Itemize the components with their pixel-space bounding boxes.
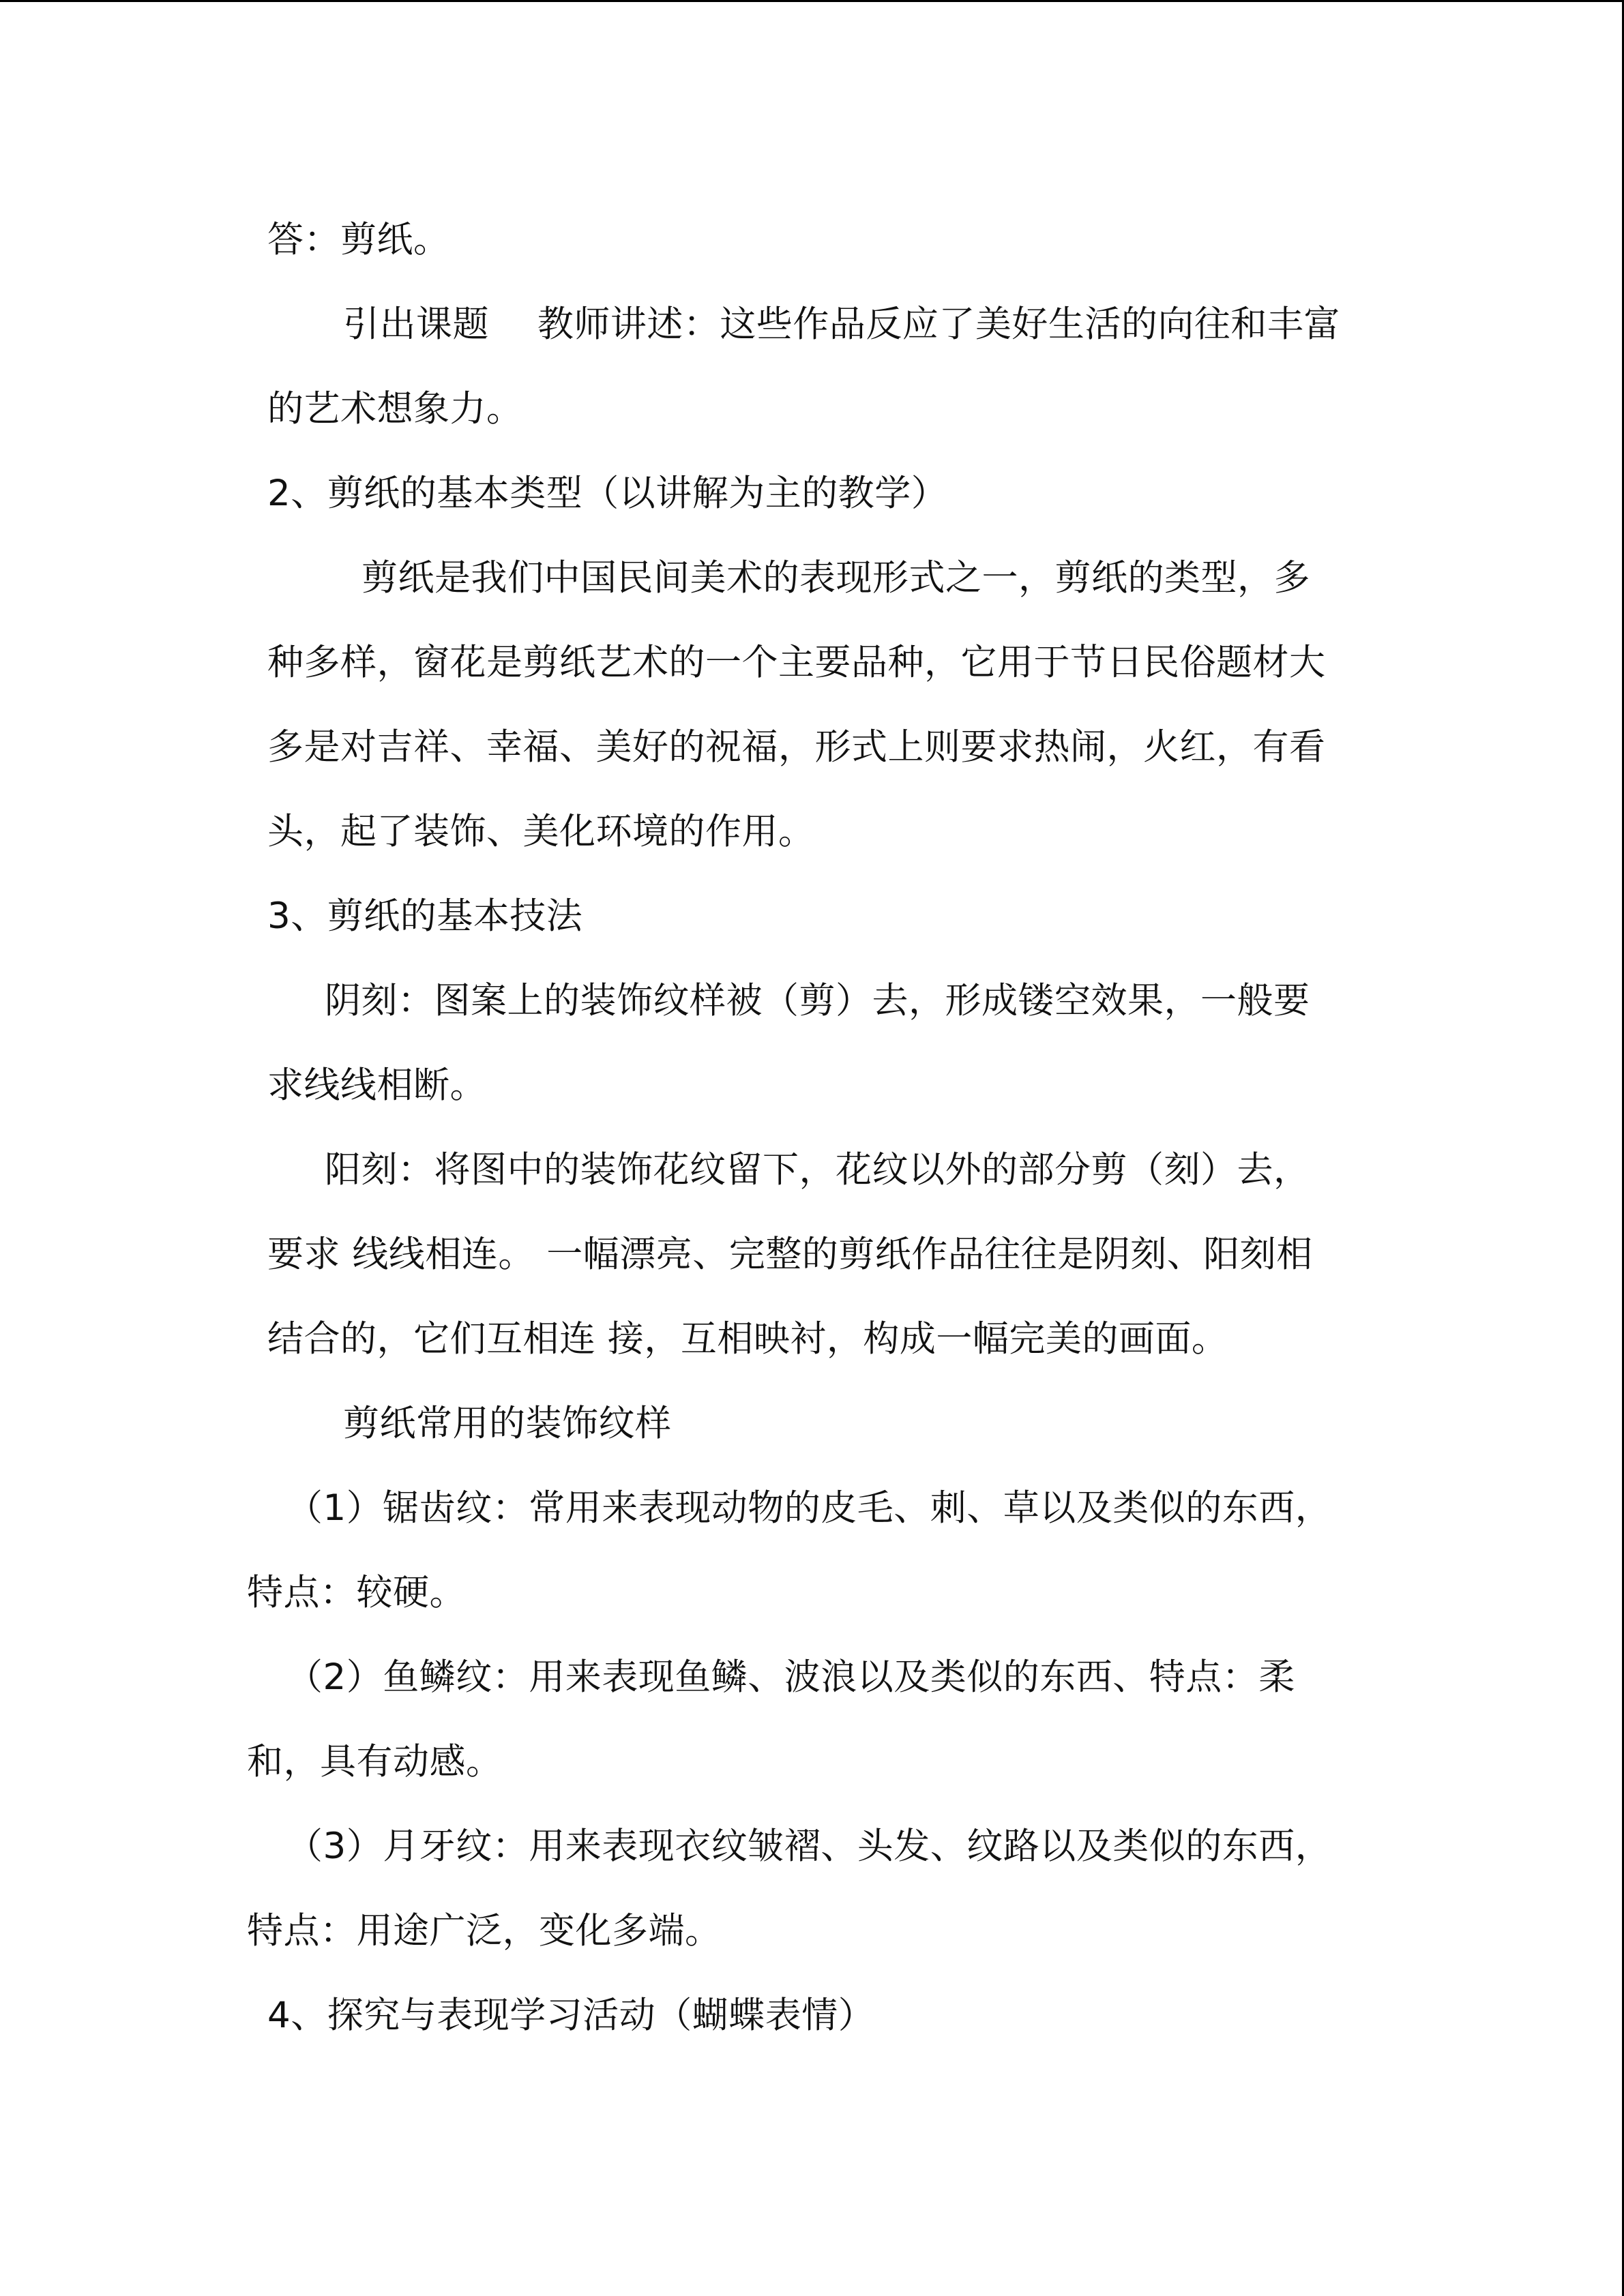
text-line-pattern-1-cont: 特点：较硬。 bbox=[247, 1572, 466, 1613]
text-line-intro-cont: 的艺术想象力。 bbox=[267, 388, 523, 430]
text-line-pattern-1: （1）锯齿纹：常用来表现动物的皮毛、刺、草以及类似的东西， bbox=[286, 1487, 1332, 1529]
text-line-yangke-3: 结合的，它们互相连 接，互相映衬，构成一幅完美的画面。 bbox=[267, 1318, 1228, 1360]
page-border-top bbox=[0, 0, 1624, 2]
text-line-pattern-2: （2）鱼鳞纹：用来表现鱼鳞、波浪以及类似的东西、特点：柔 bbox=[286, 1656, 1295, 1698]
text-line-patterns-heading: 剪纸常用的装饰纹样 bbox=[343, 1403, 672, 1444]
text-line-yinke-2: 求线线相断。 bbox=[267, 1064, 486, 1106]
text-line-types-1: 剪纸是我们中国民间美术的表现形式之一，剪纸的类型，多 bbox=[361, 557, 1310, 599]
text-line-types-4: 头，起了装饰、美化环境的作用。 bbox=[267, 811, 815, 852]
text-line-types-2: 种多样，窗花是剪纸艺术的一个主要品种，它用于节日民俗题材大 bbox=[267, 642, 1326, 683]
text-line-yinke-1: 阴刻：图案上的装饰纹样被（剪）去，形成镂空效果，一般要 bbox=[325, 980, 1310, 1022]
text-line-pattern-3: （3）月牙纹：用来表现衣纹皱褶、头发、纹路以及类似的东西， bbox=[286, 1825, 1332, 1867]
text-line-pattern-3-cont: 特点：用途广泛，变化多端。 bbox=[247, 1910, 722, 1952]
section-heading-4: 4、探究与表现学习活动（蝴蝶表情） bbox=[267, 1995, 875, 2036]
text-line-intro: 引出课题 教师讲述：这些作品反应了美好生活的向往和丰富 bbox=[343, 303, 1340, 345]
text-line-yangke-1: 阳刻：将图中的装饰花纹留下，花纹以外的部分剪（刻）去， bbox=[325, 1149, 1310, 1191]
section-heading-3: 3、剪纸的基本技法 bbox=[267, 895, 583, 937]
text-line-answer: 答：剪纸。 bbox=[267, 219, 450, 260]
text-line-pattern-2-cont: 和，具有动感。 bbox=[247, 1741, 503, 1783]
text-line-yangke-2: 要求 线线相连。 一幅漂亮、完整的剪纸作品往往是阴刻、阳刻相 bbox=[267, 1234, 1313, 1275]
section-heading-2: 2、剪纸的基本类型（以讲解为主的教学） bbox=[267, 473, 948, 514]
text-line-types-3: 多是对吉祥、幸福、美好的祝福，形式上则要求热闹，火红，有看 bbox=[267, 726, 1326, 768]
